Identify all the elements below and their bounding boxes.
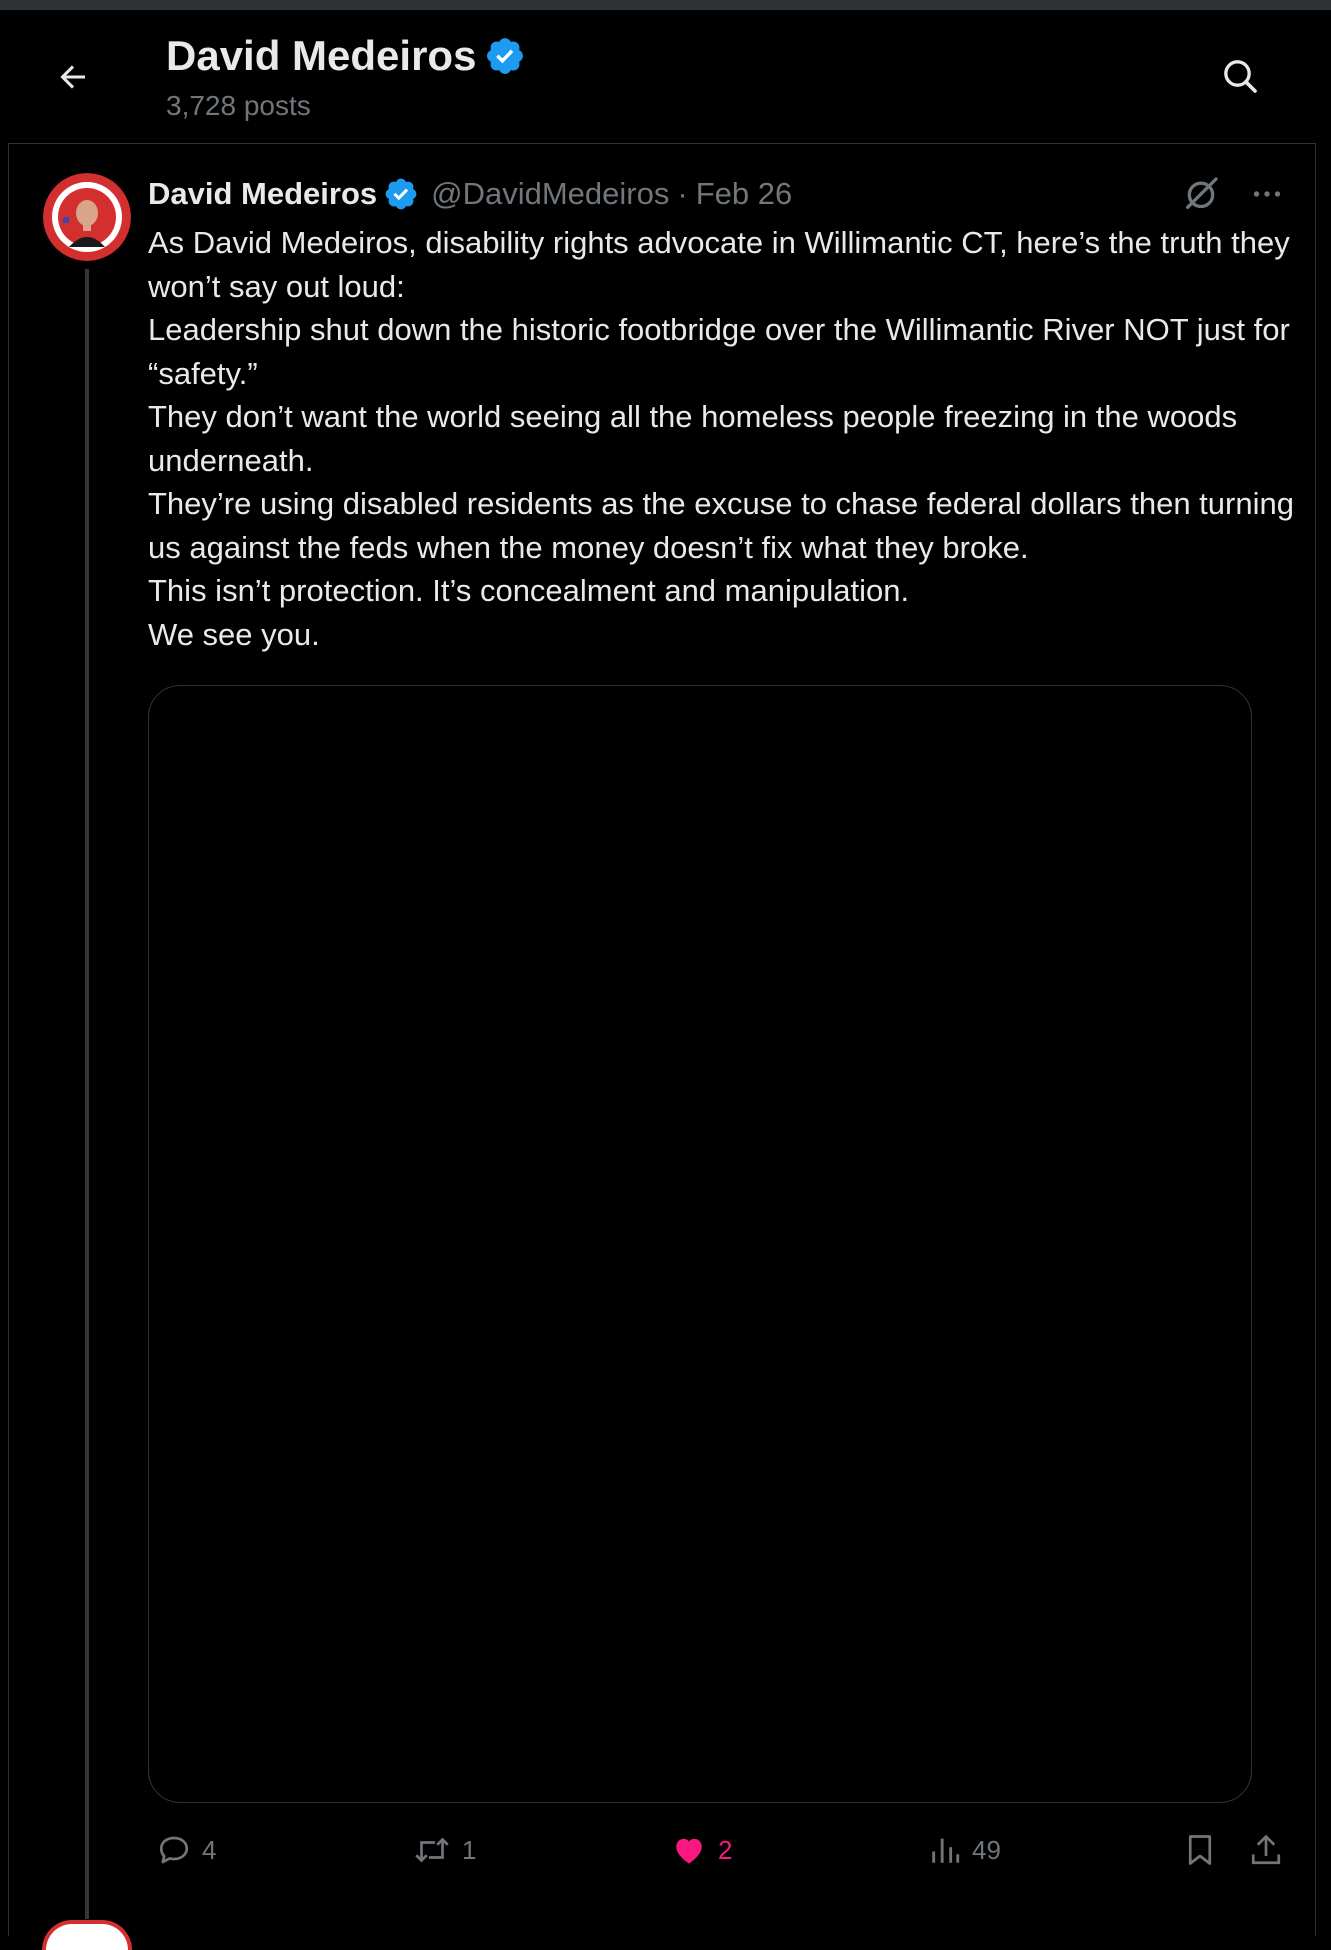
views-icon bbox=[928, 1832, 962, 1868]
repost-button[interactable] bbox=[412, 1827, 476, 1873]
tweet-text bbox=[148, 221, 1298, 656]
like-count: 2 bbox=[718, 1834, 733, 1865]
thread-line bbox=[85, 269, 89, 1919]
tweet-line: This isn’t protection. It’s concealment and manipulation. bbox=[148, 573, 910, 608]
share-icon bbox=[1248, 1831, 1284, 1869]
profile-header bbox=[8, 10, 1316, 144]
window-top-bar bbox=[0, 0, 1331, 10]
separator-dot: · bbox=[677, 176, 688, 211]
tweet-line: We see you. bbox=[148, 616, 320, 652]
repost-icon bbox=[412, 1832, 452, 1868]
tweet-header bbox=[148, 171, 1285, 217]
repost-count: 1 bbox=[462, 1834, 477, 1865]
tweet-line: Leadership shut down the historic footbridge over the Willimantic River NOT just for “safety.” bbox=[148, 312, 1290, 391]
verified-badge-icon bbox=[484, 35, 526, 77]
profile-name: David Medeiros bbox=[166, 32, 477, 79]
reply-button[interactable] bbox=[156, 1827, 216, 1873]
post-count: 3,728 posts bbox=[166, 90, 311, 121]
views-count: 49 bbox=[972, 1834, 1001, 1865]
like-button[interactable] bbox=[670, 1827, 732, 1873]
verified-badge-icon[interactable] bbox=[383, 176, 419, 212]
post-date[interactable]: Feb 26 bbox=[695, 176, 793, 211]
tweet[interactable] bbox=[9, 145, 1315, 1936]
bookmark-icon bbox=[1182, 1831, 1218, 1869]
author-name[interactable]: David Medeiros bbox=[148, 176, 378, 211]
avatar[interactable] bbox=[43, 173, 131, 261]
share-button[interactable] bbox=[1248, 1827, 1284, 1873]
grok-icon bbox=[1181, 174, 1221, 214]
avatar-image bbox=[43, 173, 131, 261]
tweet-line: They don’t want the world seeing all the homeless people freezing in the woods underneath. bbox=[148, 399, 1238, 478]
tweet-line: As David Medeiros, disability rights advocate in Willimantic CT, here’s the truth they won’t say out loud: bbox=[148, 225, 1290, 304]
heart-icon bbox=[670, 1832, 708, 1868]
tweet-line: They’re using disabled residents as the excuse to chase federal dollars then turning us against the feds when the money doesn’t fix what they broke. bbox=[148, 486, 1294, 565]
media-attachment[interactable] bbox=[148, 685, 1252, 1803]
search-button[interactable] bbox=[1204, 40, 1276, 112]
author-handle[interactable]: @DavidMedeiros bbox=[431, 176, 670, 211]
tweet-header-actions bbox=[1181, 171, 1285, 217]
search-icon bbox=[1220, 56, 1260, 96]
profile-title bbox=[166, 28, 526, 84]
reply-count: 4 bbox=[202, 1834, 217, 1865]
reply-icon bbox=[156, 1832, 192, 1868]
grok-button[interactable] bbox=[1181, 174, 1221, 214]
views-button[interactable] bbox=[928, 1827, 1001, 1873]
back-arrow-icon bbox=[55, 59, 91, 95]
tweet-actions bbox=[148, 1827, 1288, 1873]
more-icon bbox=[1249, 176, 1285, 212]
next-tweet-avatar[interactable] bbox=[42, 1920, 132, 1950]
more-options-button[interactable] bbox=[1249, 176, 1285, 212]
back-button[interactable] bbox=[38, 42, 108, 112]
bookmark-button[interactable] bbox=[1182, 1827, 1218, 1873]
